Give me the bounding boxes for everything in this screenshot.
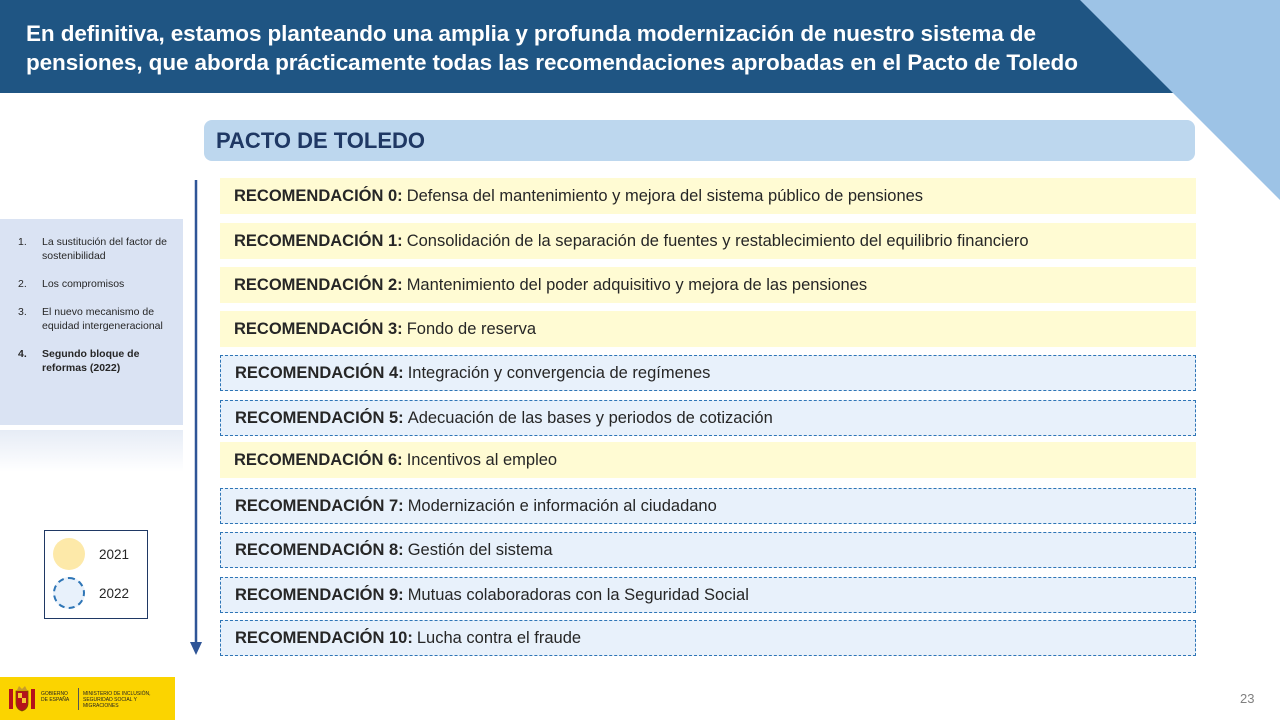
solid-circle-icon: [53, 538, 85, 570]
page-number: 23: [1240, 691, 1255, 706]
agenda-panel: [0, 219, 183, 425]
recommendation-text: Consolidación de la separación de fuentes y restablecimiento del equilibrio financiero: [406, 231, 1029, 250]
ministry-label: MINISTERIO DE INCLUSIÓN, SEGURIDAD SOCIAL Y MIGRACIONES: [83, 691, 151, 709]
recommendation-text: Modernización e información al ciudadano: [407, 496, 717, 515]
timeline-arrow: [188, 178, 204, 658]
legend-item-2021: [53, 538, 129, 570]
recommendation-label: RECOMENDACIÓN 7:: [235, 496, 404, 515]
recommendation-9: [220, 577, 1196, 613]
agenda-item-number: 1.: [18, 236, 27, 248]
agenda-item-label: Segundo bloque de reformas (2022): [42, 348, 140, 374]
recommendation-label: RECOMENDACIÓN 1:: [234, 231, 403, 250]
recommendation-6: [220, 442, 1196, 478]
recommendation-text: Integración y convergencia de regímenes: [407, 363, 711, 382]
legend-item-2022: [53, 577, 129, 609]
recommendation-0: [220, 178, 1196, 214]
agenda-item-label: La sustitución del factor de sostenibilidad: [42, 236, 167, 262]
recommendation-4: [220, 355, 1196, 391]
section-title: PACTO DE TOLEDO: [204, 120, 1195, 161]
recommendation-text: Fondo de reserva: [406, 319, 537, 338]
agenda-item-label: El nuevo mecanismo de equidad intergeneracional: [42, 306, 163, 332]
recommendation-1: [220, 223, 1196, 259]
coat-of-arms-icon: [8, 683, 36, 714]
recommendation-10: [220, 620, 1196, 656]
agenda-item-active[interactable]: [18, 347, 175, 375]
agenda-item[interactable]: [18, 277, 175, 291]
recommendation-text: Mantenimiento del poder adquisitivo y mejora de las pensiones: [406, 275, 868, 294]
recommendation-label: RECOMENDACIÓN 6:: [234, 450, 403, 469]
recommendation-2: [220, 267, 1196, 303]
agenda-item-number: 4.: [18, 348, 27, 360]
government-label: GOBIERNO DE ESPAÑA: [41, 691, 70, 703]
recommendation-text: Defensa del mantenimiento y mejora del sistema público de pensiones: [406, 186, 924, 205]
agenda-item-label: Los compromisos: [42, 278, 125, 290]
recommendation-label: RECOMENDACIÓN 8:: [235, 540, 404, 559]
recommendation-5: [220, 400, 1196, 436]
recommendation-label: RECOMENDACIÓN 0:: [234, 186, 403, 205]
recommendation-label: RECOMENDACIÓN 4:: [235, 363, 404, 382]
agenda-item-number: 3.: [18, 306, 27, 318]
recommendation-label: RECOMENDACIÓN 2:: [234, 275, 403, 294]
panel-fade: [0, 430, 183, 472]
recommendation-3: [220, 311, 1196, 347]
legend: [44, 530, 148, 619]
recommendation-8: [220, 532, 1196, 568]
agenda-item-number: 2.: [18, 278, 27, 290]
legend-label: 2022: [99, 585, 130, 601]
recommendation-label: RECOMENDACIÓN 10:: [235, 628, 413, 647]
legend-label: 2021: [99, 546, 130, 562]
recommendation-text: Adecuación de las bases y periodos de cotización: [407, 408, 773, 427]
recommendation-label: RECOMENDACIÓN 9:: [235, 585, 404, 604]
corner-accent-triangle: [1080, 0, 1280, 200]
recommendation-7: [220, 488, 1196, 524]
logo-divider: [78, 688, 79, 710]
agenda-item[interactable]: [18, 305, 175, 333]
recommendation-label: RECOMENDACIÓN 3:: [234, 319, 403, 338]
agenda-item[interactable]: [18, 235, 175, 263]
recommendation-text: Gestión del sistema: [407, 540, 553, 559]
government-logo: [0, 677, 175, 720]
recommendation-label: RECOMENDACIÓN 5:: [235, 408, 404, 427]
recommendation-text: Lucha contra el fraude: [416, 628, 582, 647]
slide-title: En definitiva, estamos planteando una amplia y profunda modernización de nuestro sistema de pensiones, que aborda prácticamente todas las recomendaciones aprobadas en el Pacto de Toledo: [26, 21, 1078, 75]
recommendation-text: Incentivos al empleo: [406, 450, 558, 469]
recommendation-text: Mutuas colaboradoras con la Seguridad Social: [407, 585, 749, 604]
dashed-circle-icon: [53, 577, 85, 609]
